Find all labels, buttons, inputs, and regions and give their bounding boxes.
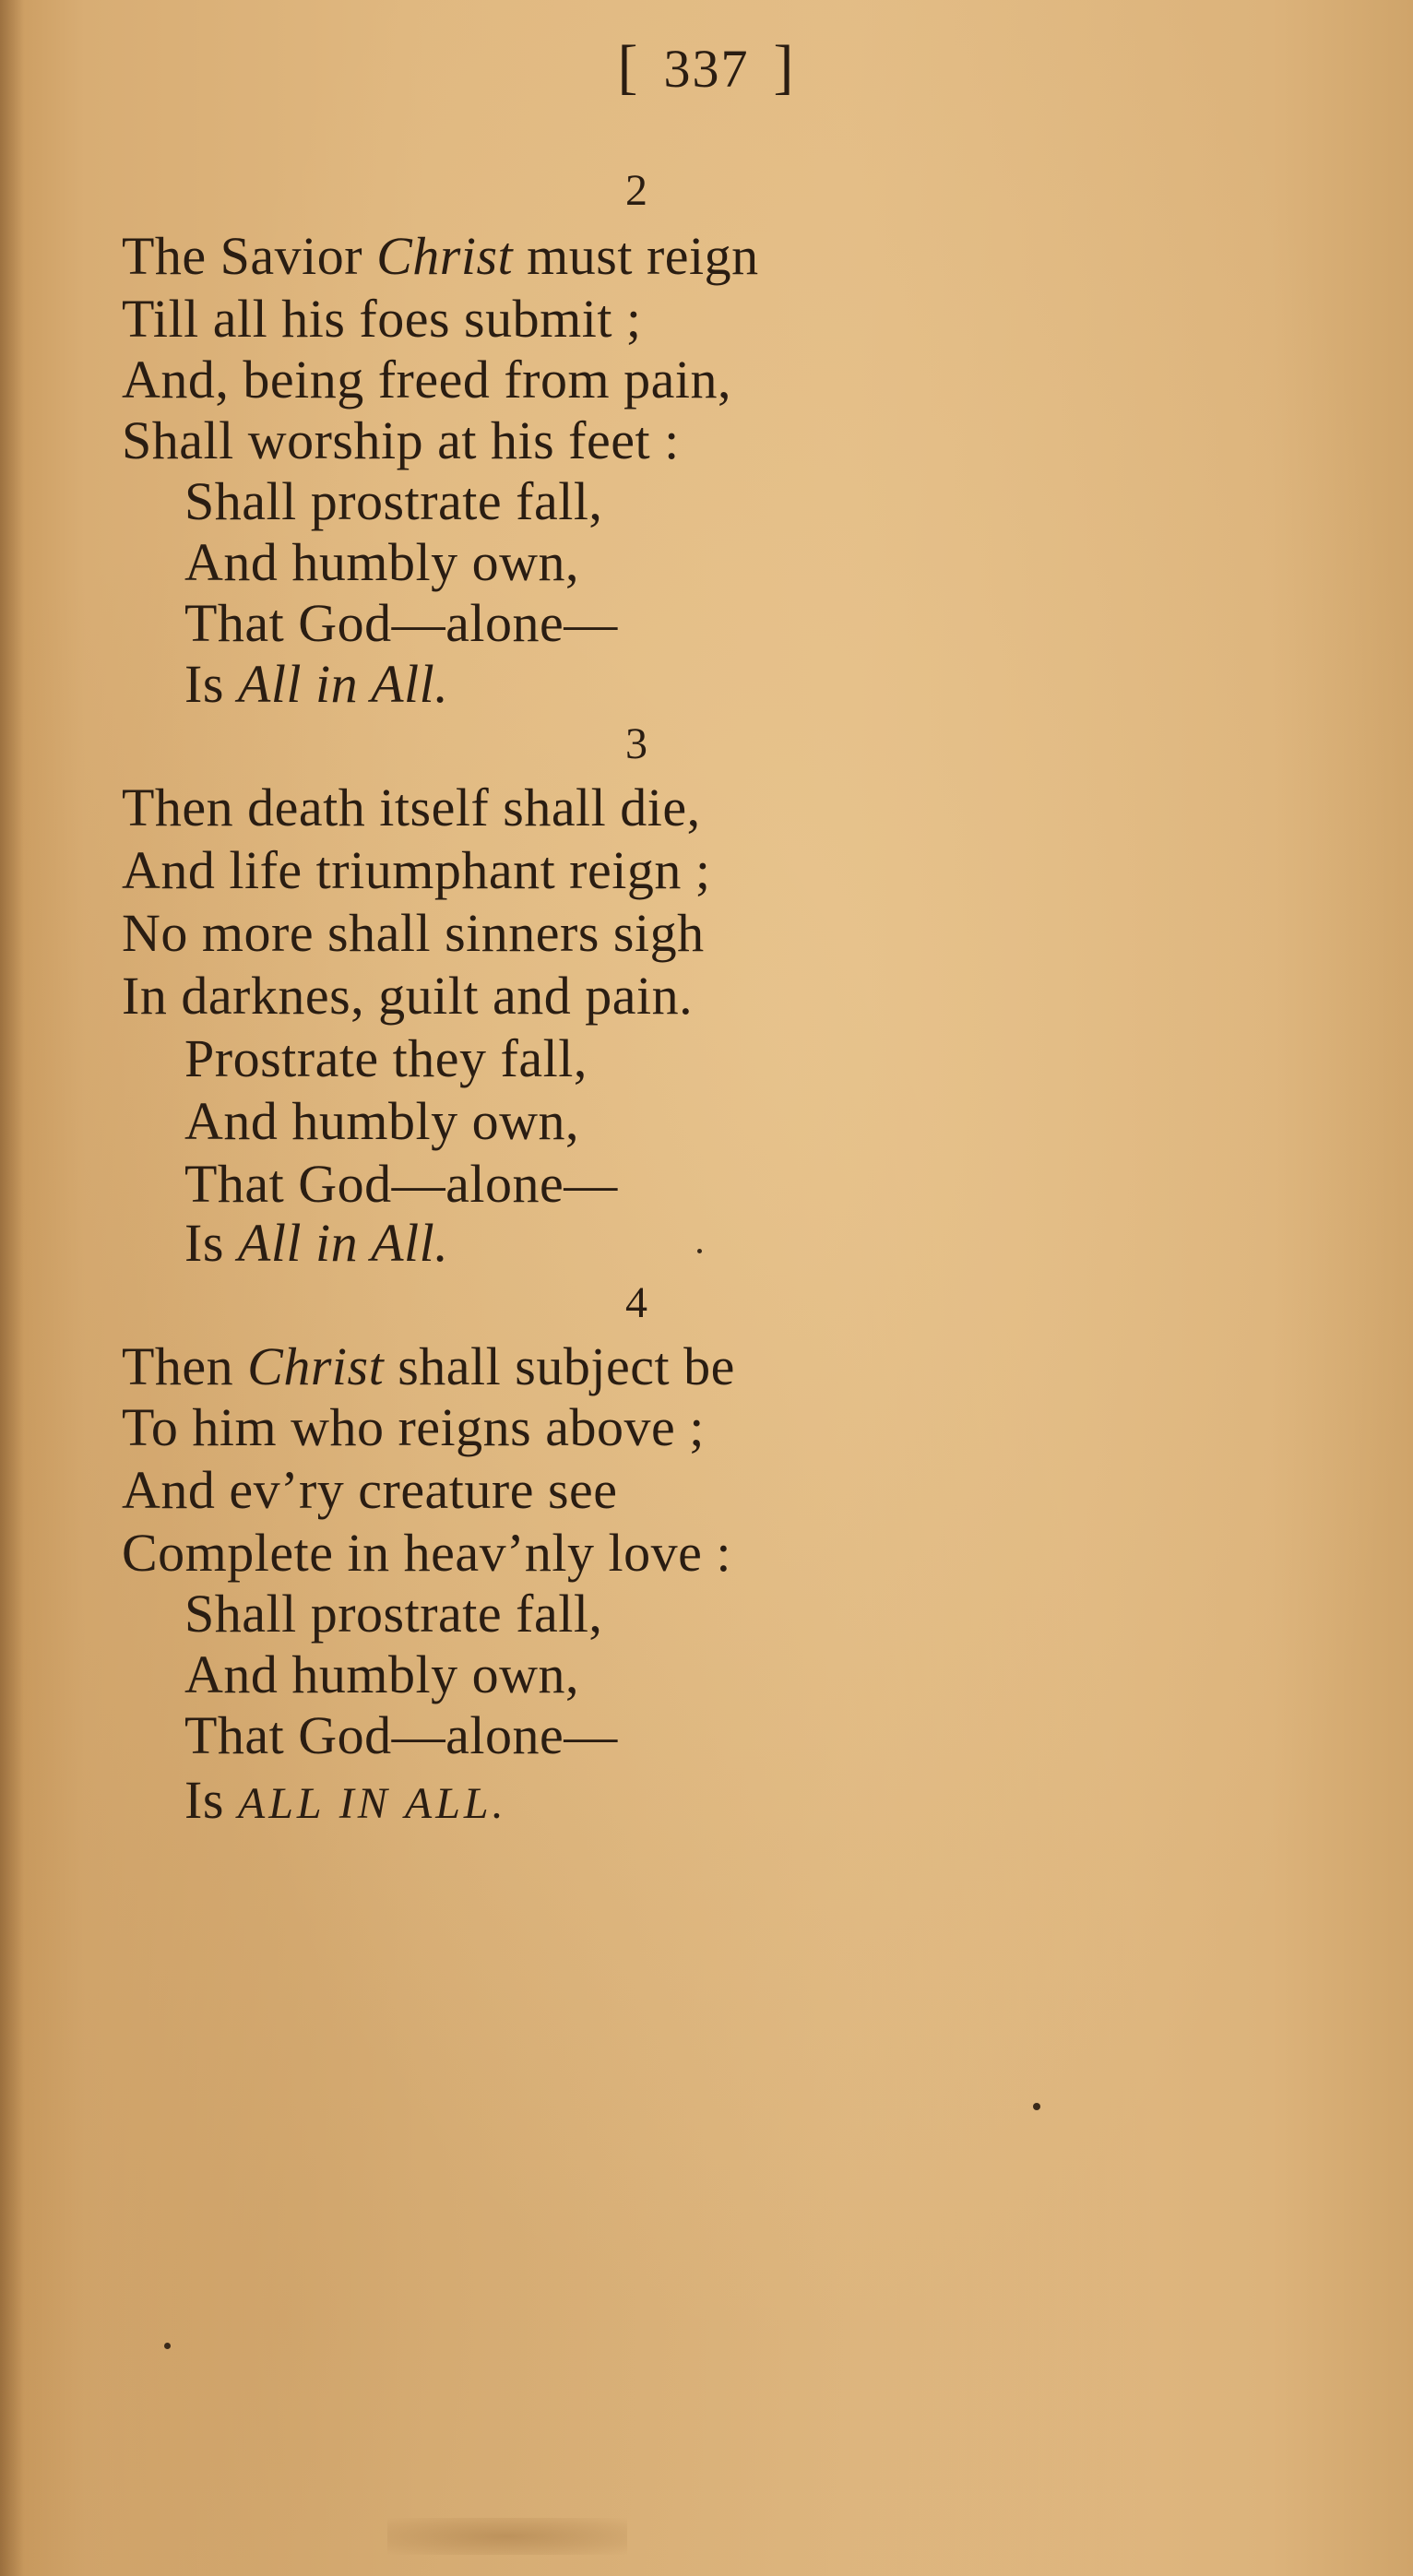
verse-line: The Savior Christ must reign: [122, 226, 759, 286]
verse-line: Shall prostrate fall,: [184, 1584, 603, 1644]
verse-line: That God—alone—: [184, 593, 618, 653]
stanza-number: 3: [625, 719, 647, 768]
verse-line: Till all his foes submit ;: [122, 289, 642, 349]
page-header: [0, 35, 1413, 101]
verse-line: Complete in heav’nly love :: [122, 1523, 732, 1583]
verse-line: Then death itself shall die,: [122, 778, 701, 837]
verse-line: And humbly own,: [184, 1644, 579, 1704]
verse-line: Is All in All.: [184, 654, 449, 714]
verse-line: That God—alone—: [184, 1705, 618, 1765]
ink-speck: [697, 1249, 702, 1253]
verse-line: And humbly own,: [184, 1091, 579, 1151]
header-bracket-open: [: [617, 33, 640, 101]
verse-line: Is All in All.: [184, 1213, 449, 1273]
page-number: 337: [663, 39, 750, 99]
ink-speck: [1033, 2103, 1040, 2110]
verse-line: Is ALL IN ALL.: [184, 1770, 507, 1830]
verse-line: And life triumphant reign ;: [122, 840, 711, 900]
verse-line: And ev’ry creature see: [122, 1460, 618, 1520]
verse-line: Shall worship at his feet :: [122, 410, 680, 470]
verse-line: Shall prostrate fall,: [184, 471, 603, 531]
verse-line: Prostrate they fall,: [184, 1028, 588, 1088]
verse-line: In darknes, guilt and pain.: [122, 966, 694, 1026]
verse-line: To him who reigns above ;: [122, 1397, 705, 1457]
verse-line: Then Christ shall subject be: [122, 1336, 735, 1396]
header-bracket-close: ]: [773, 33, 796, 101]
stanza-number: 2: [625, 166, 647, 215]
stanza-number: 4: [625, 1278, 647, 1327]
ink-speck: [164, 2343, 171, 2349]
paper-stain: [387, 2518, 627, 2555]
verse-line: And humbly own,: [184, 532, 579, 592]
verse-line: And, being freed from pain,: [122, 350, 731, 410]
verse-line: No more shall sinners sigh: [122, 903, 705, 963]
verse-line: That God—alone—: [184, 1154, 618, 1214]
